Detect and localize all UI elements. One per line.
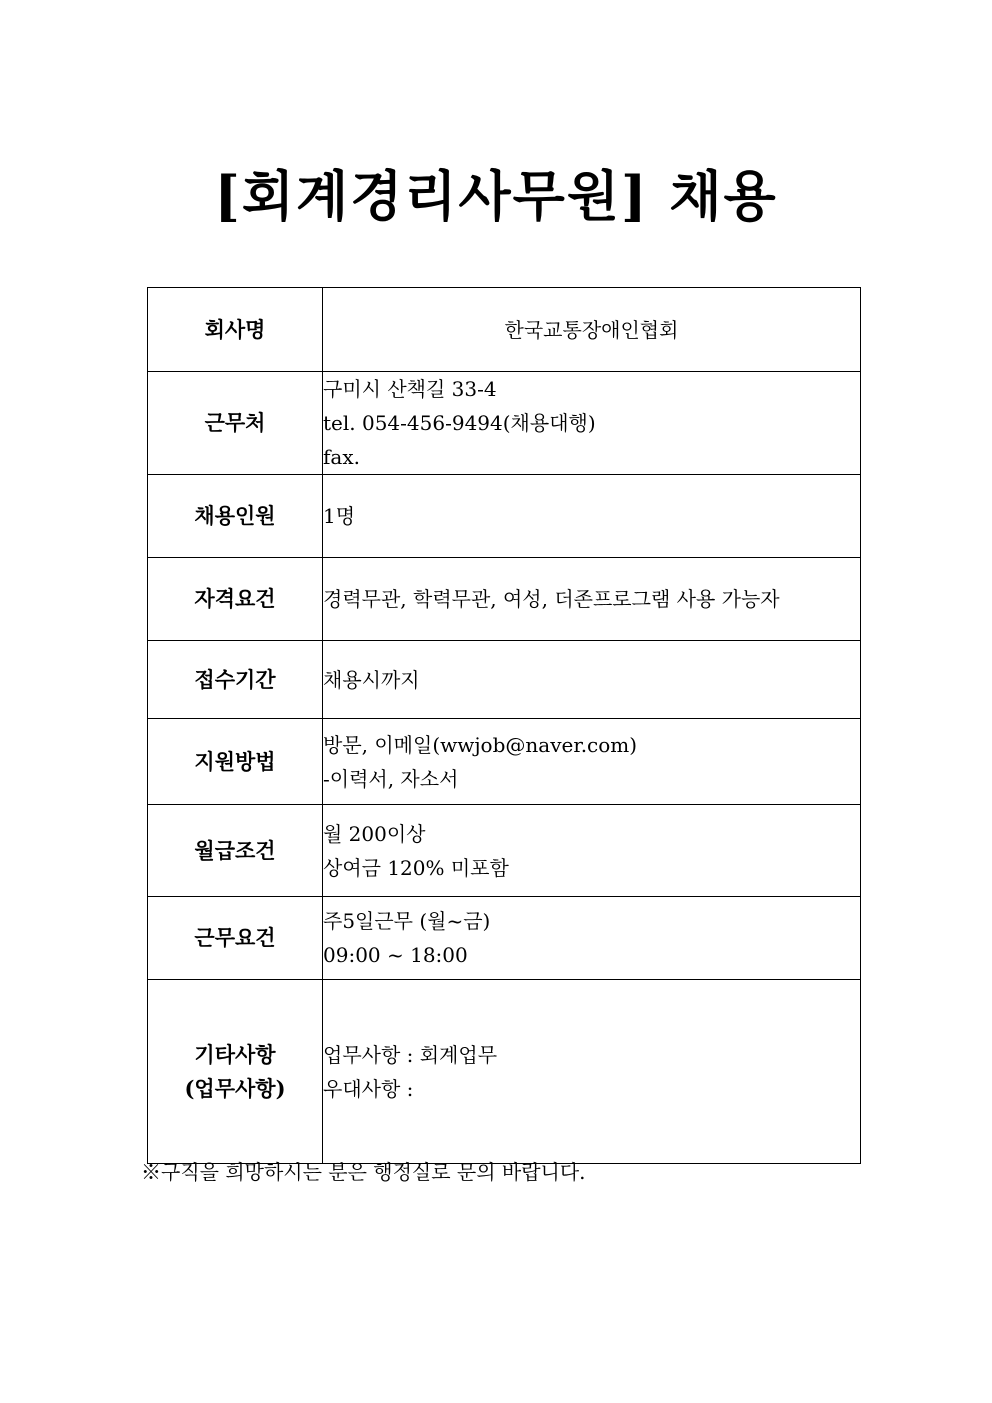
row-label-headcount (148, 475, 323, 558)
row-value-text: 채용시까지 (323, 667, 420, 692)
row-value-text: 1명 (323, 504, 356, 528)
row-value-application-method (323, 719, 861, 805)
table-row (148, 805, 861, 897)
table-row (148, 475, 861, 558)
row-label-text: 접수기간 (194, 666, 276, 692)
row-value-other (323, 980, 861, 1164)
row-value-text: 09:00 ~ 18:00 (323, 943, 468, 967)
footer-note: ※구직을 희망하시는 분은 행정실로 문의 바랍니다. (141, 1160, 586, 1184)
row-value-text: 한국교통장애인협회 (504, 317, 679, 342)
row-label-working-conditions (148, 897, 323, 980)
row-label-text: 지원방법 (194, 748, 276, 774)
row-label-salary (148, 805, 323, 897)
row-value-text: 상여금 120% 미포함 (323, 855, 509, 880)
table-row (148, 897, 861, 980)
row-label-text: 자격요건 (194, 586, 276, 611)
row-value-text: fax. (323, 445, 360, 469)
row-label-text: 근무처 (204, 410, 266, 435)
row-value-text: 방문, 이메일(wwjob@naver.com) (323, 732, 638, 757)
row-label-text: 근무요건 (194, 925, 276, 950)
table-row (148, 372, 861, 475)
row-value-text: 경력무관, 학력무관, 여성, 더존프로그램 사용 가능자 (323, 587, 780, 611)
row-value-working-conditions (323, 897, 861, 980)
table-row (148, 558, 861, 641)
row-label-application-period (148, 641, 323, 719)
page-title: [회계경리사무원] 채용 (214, 164, 778, 228)
row-value-workplace (323, 372, 861, 475)
row-label-other (148, 980, 323, 1164)
table-row (148, 980, 861, 1164)
job-info-table (147, 287, 861, 1164)
table-row (148, 641, 861, 719)
row-value-text: 월 200이상 (323, 821, 426, 846)
row-value-application-period (323, 641, 861, 719)
row-label-text: 기타사항 (194, 1041, 276, 1067)
row-value-text: 우대사항 : (323, 1076, 414, 1101)
row-label-text: (업무사항) (184, 1075, 286, 1101)
row-value-text: 주5일근무 (월~금) (323, 909, 491, 933)
row-value-qualifications (323, 558, 861, 641)
row-value-salary (323, 805, 861, 897)
table-row (148, 719, 861, 805)
row-label-text: 채용인원 (194, 503, 276, 528)
table-row (148, 288, 861, 372)
row-value-text: 업무사항 : 회계업무 (323, 1042, 498, 1067)
row-label-application-method (148, 719, 323, 805)
row-value-text: 구미시 산책길 33-4 (323, 377, 497, 401)
row-value-text: tel. 054-456-9494(채용대행) (323, 411, 596, 435)
row-label-text: 월급조건 (194, 837, 276, 863)
row-value-headcount (323, 475, 861, 558)
row-label-company (148, 288, 323, 372)
row-label-workplace (148, 372, 323, 475)
row-value-company (323, 288, 861, 372)
row-label-qualifications (148, 558, 323, 641)
row-label-text: 회사명 (204, 316, 266, 342)
row-value-text: -이력서, 자소서 (323, 766, 459, 791)
